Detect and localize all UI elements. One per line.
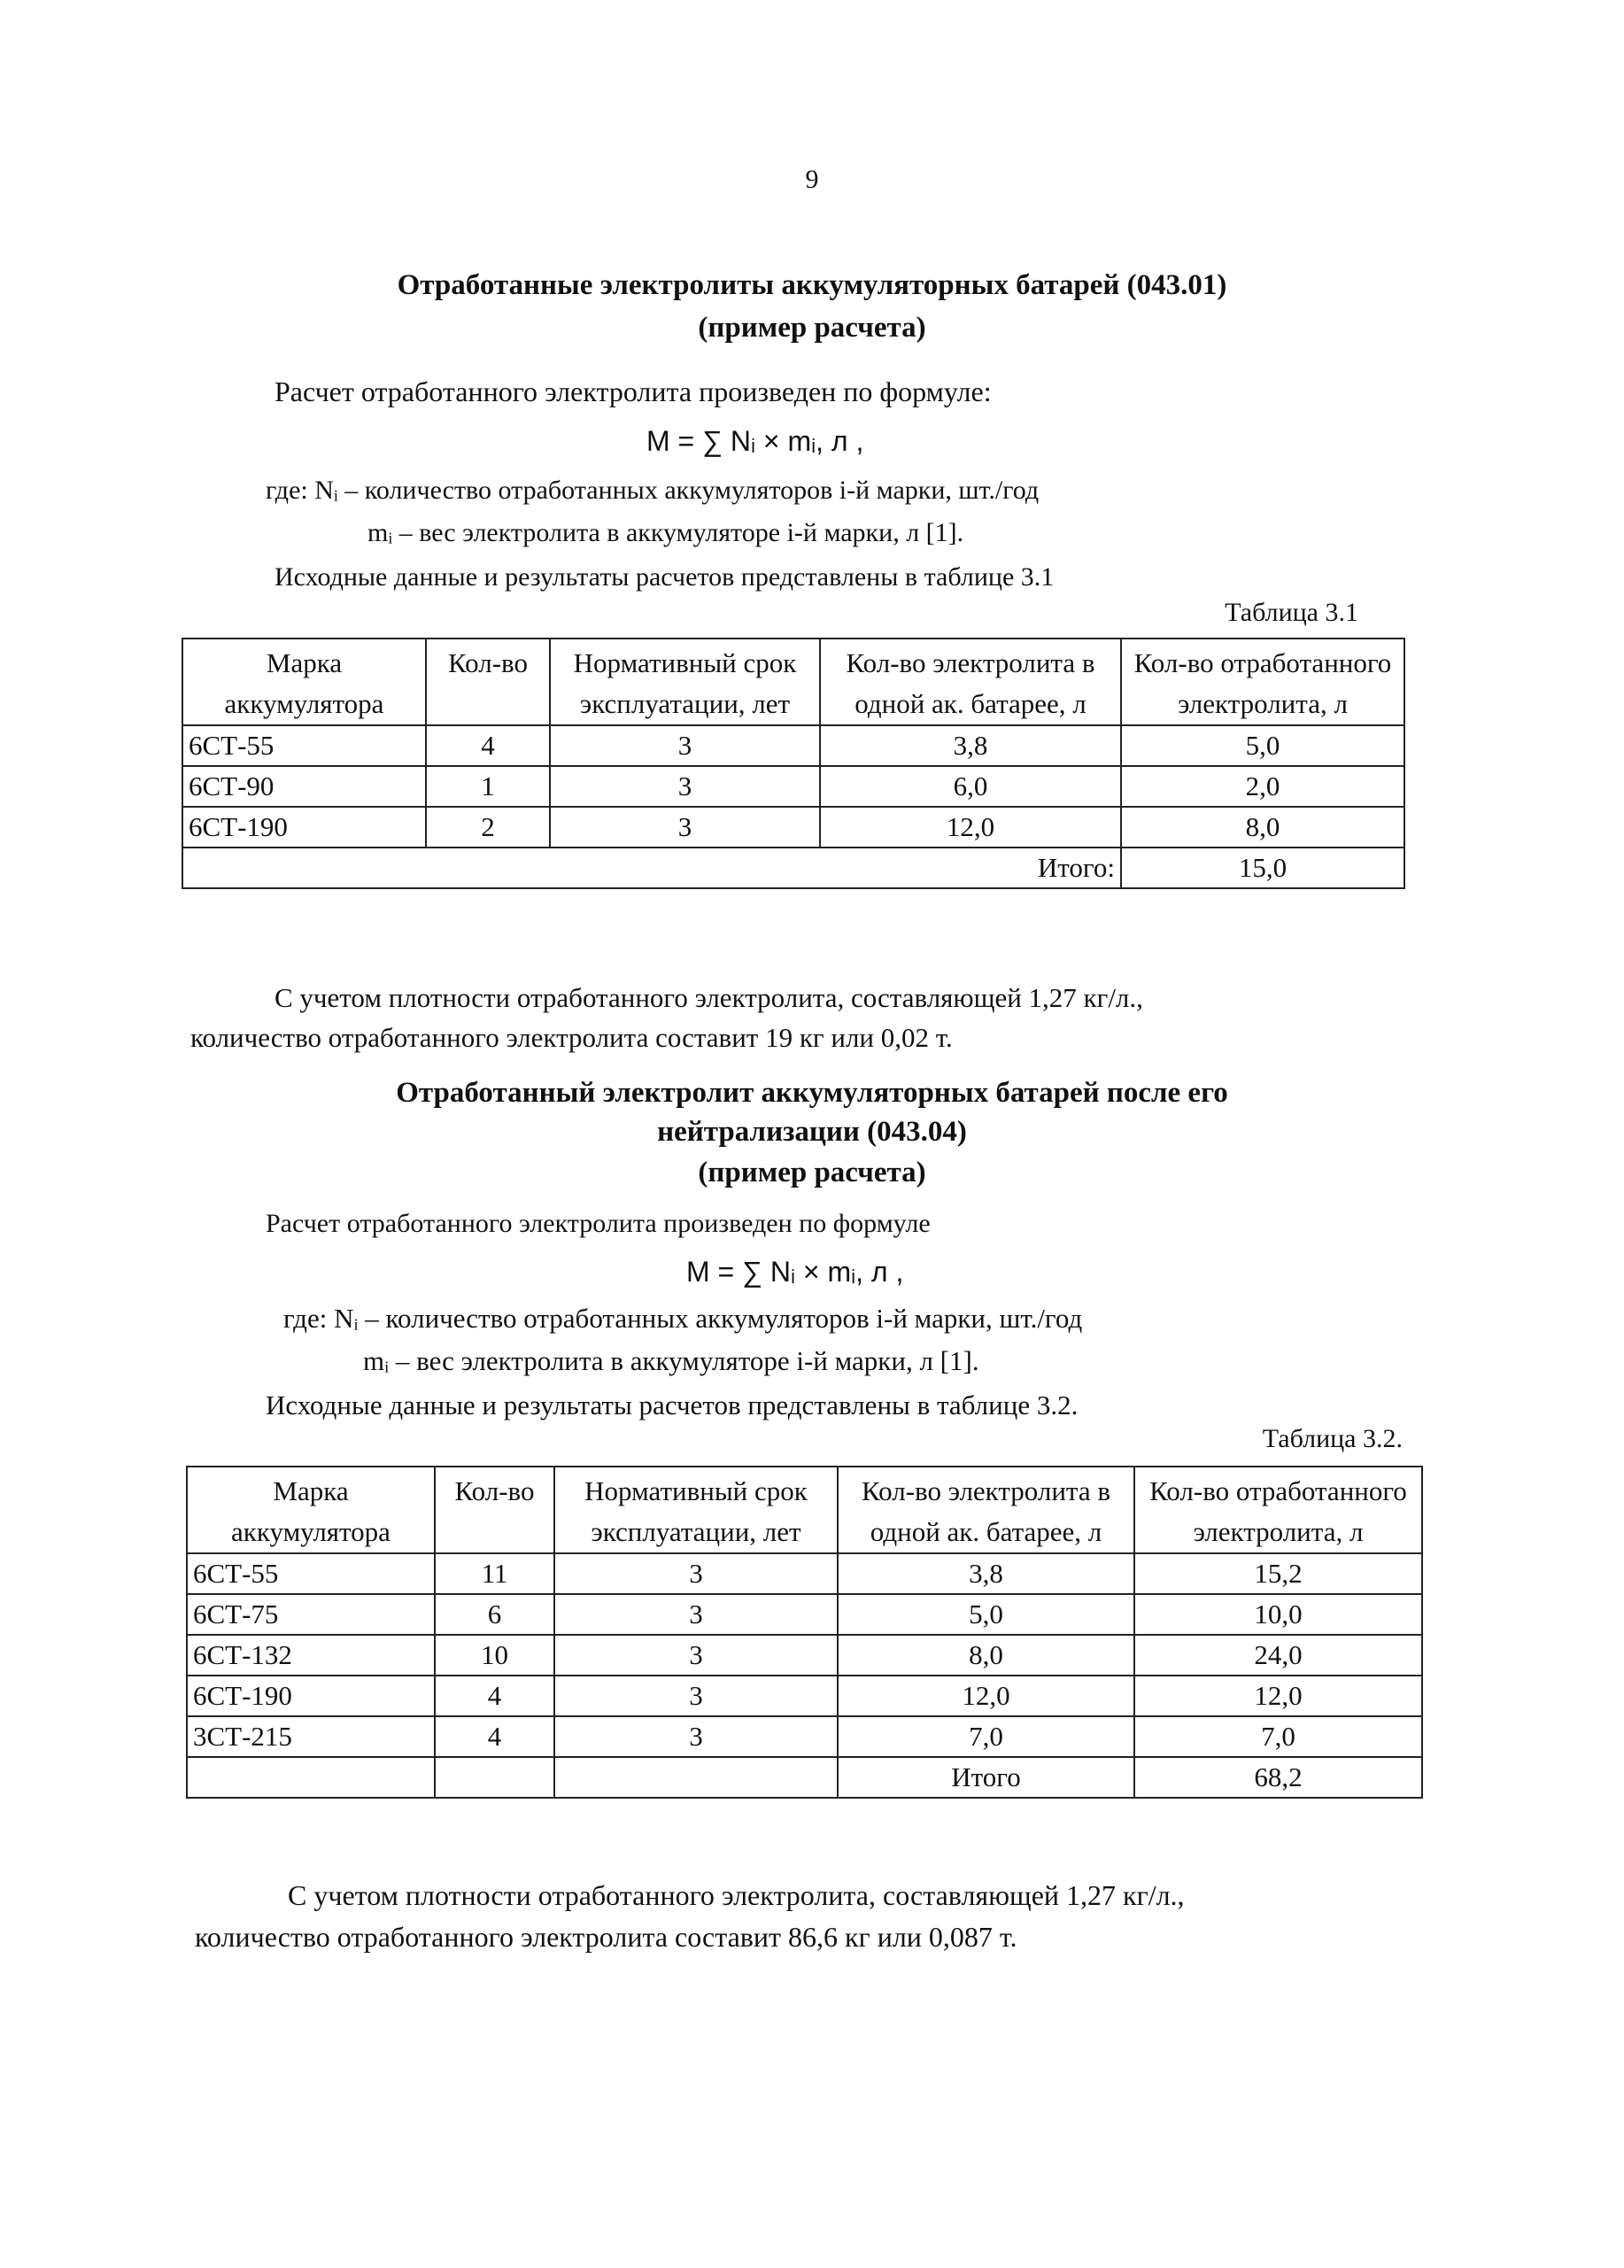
table2-cell-count: 4 [435, 1676, 554, 1716]
section2-where-m: mᵢ – вес электролита в аккумуляторе i-й марки, л [1]. [363, 1345, 979, 1376]
table1-header-spent-electrolyte: Кол-во отработанного электролита, л [1121, 639, 1404, 725]
table1-cell-brand: 6СТ-55 [182, 725, 426, 766]
section2-formula: M = ∑ Nᵢ × mᵢ, л , [686, 1256, 904, 1288]
table2-cell-term: 3 [554, 1635, 838, 1676]
table1-cell-term: 3 [550, 807, 820, 848]
table1-cell-brand: 6СТ-90 [182, 766, 426, 807]
table2-cell-count: 11 [435, 1553, 554, 1594]
table1-cell-term: 3 [550, 725, 820, 766]
table2-total-empty-cell [187, 1757, 435, 1798]
section2-data-ref: Исходные данные и результаты расчетов представлены в таблице 3.2. [266, 1389, 1079, 1420]
table-row [182, 807, 1404, 848]
table2-cell-spent: 15,2 [1134, 1553, 1422, 1594]
table2-cell-spent: 10,0 [1134, 1594, 1422, 1635]
section2-title-line3: (пример расчета) [698, 1157, 926, 1188]
section2-result-line1: С учетом плотности отработанного электролита, составляющей 1,27 кг/л., [288, 1879, 1185, 1911]
table1-cell-per-battery: 6,0 [820, 766, 1121, 807]
table2-cell-term: 3 [554, 1553, 838, 1594]
table2-header-count: Кол-во [435, 1467, 554, 1553]
table2-cell-brand: 6СТ-132 [187, 1635, 435, 1676]
table2-cell-per-battery: 3,8 [838, 1553, 1134, 1594]
table2-cell-spent: 24,0 [1134, 1635, 1422, 1676]
section2-where-n: где: Nᵢ – количество отработанных аккумуляторов i-й марки, шт./год [283, 1303, 1083, 1334]
table1-cell-brand: 6СТ-190 [182, 807, 426, 848]
table2-cell-count: 10 [435, 1635, 554, 1676]
table1-cell-spent: 2,0 [1121, 766, 1404, 807]
section1-result-line2: количество отработанного электролита составит 19 кг или 0,02 т. [190, 1022, 953, 1053]
table2-cell-term: 3 [554, 1594, 838, 1635]
table2-cell-per-battery: 5,0 [838, 1594, 1134, 1635]
table1-total-value: 15,0 [1121, 848, 1404, 888]
table1-cell-count: 2 [426, 807, 550, 848]
section1-title-line2: (пример расчета) [698, 312, 926, 344]
table2-header-brand: Марка аккумулятора [187, 1467, 435, 1553]
table2-header-row [187, 1467, 1422, 1553]
table2-total-row [187, 1757, 1422, 1798]
section1-where-n: где: Nᵢ – количество отработанных аккумуляторов i-й марки, шт./год [266, 476, 1040, 505]
table2-caption: Таблица 3.2. [1262, 1424, 1403, 1453]
table1-total-row [182, 848, 1404, 888]
table1-header-electrolyte-per-battery: Кол-во электролита в одной ак. батарее, л [820, 639, 1121, 725]
table2-cell-spent: 7,0 [1134, 1716, 1422, 1757]
table2-header-electrolyte-per-battery: Кол-во электролита в одной ак. батарее, л [838, 1467, 1134, 1553]
table2-cell-brand: 3СТ-215 [187, 1716, 435, 1757]
table-row [187, 1676, 1422, 1716]
table2-header-term: Нормативный срок эксплуатации, лет [554, 1467, 838, 1553]
table1-cell-count: 1 [426, 766, 550, 807]
table-3-2 [186, 1466, 1423, 1799]
table1-header-row [182, 639, 1404, 725]
section1-data-ref: Исходные данные и результаты расчетов представлены в таблице 3.1 [275, 562, 1055, 592]
table-row [182, 766, 1404, 807]
table1-header-brand: Марка аккумулятора [182, 639, 426, 725]
table-row [187, 1716, 1422, 1757]
table2-total-empty-cell [435, 1757, 554, 1798]
table2-cell-count: 4 [435, 1716, 554, 1757]
table2-cell-spent: 12,0 [1134, 1676, 1422, 1716]
table1-cell-per-battery: 3,8 [820, 725, 1121, 766]
section1-where-m: mᵢ – вес электролита в аккумуляторе i-й марки, л [1]. [367, 518, 964, 547]
table2-cell-brand: 6СТ-55 [187, 1553, 435, 1594]
section1-intro: Расчет отработанного электролита произведен по формуле: [275, 375, 992, 407]
section2-title-line2: нейтрализации (043.04) [657, 1116, 967, 1148]
table1-header-term: Нормативный срок эксплуатации, лет [550, 639, 820, 725]
table-3-1 [182, 638, 1405, 889]
table2-cell-brand: 6СТ-190 [187, 1676, 435, 1716]
table1-cell-count: 4 [426, 725, 550, 766]
page-number: 9 [805, 165, 819, 194]
table-row [187, 1594, 1422, 1635]
table2-cell-per-battery: 8,0 [838, 1635, 1134, 1676]
table1-header-count: Кол-во [426, 639, 550, 725]
section1-title-line1: Отработанные электролиты аккумуляторных батарей (043.01) [397, 269, 1227, 301]
table2-total-value: 68,2 [1134, 1757, 1422, 1798]
table1-cell-spent: 5,0 [1121, 725, 1404, 766]
table2-cell-count: 6 [435, 1594, 554, 1635]
table2-cell-per-battery: 7,0 [838, 1716, 1134, 1757]
section2-intro: Расчет отработанного электролита произведен по формуле [266, 1209, 931, 1238]
section1-formula: M = ∑ Nᵢ × mᵢ, л , [646, 425, 864, 457]
table2-total-label: Итого [838, 1757, 1134, 1798]
table1-total-label: Итого: [182, 848, 1121, 888]
section2-title-line1: Отработанный электролит аккумуляторных батарей после его [396, 1077, 1228, 1109]
table1-cell-per-battery: 12,0 [820, 807, 1121, 848]
table-row [182, 725, 1404, 766]
table1-caption: Таблица 3.1 [1225, 598, 1358, 627]
table2-cell-term: 3 [554, 1676, 838, 1716]
table2-header-spent-electrolyte: Кол-во отработанного электролита, л [1134, 1467, 1422, 1553]
table1-cell-spent: 8,0 [1121, 807, 1404, 848]
table-row [187, 1553, 1422, 1594]
section1-result-line1: С учетом плотности отработанного электролита, составляющей 1,27 кг/л., [275, 982, 1143, 1013]
table2-cell-brand: 6СТ-75 [187, 1594, 435, 1635]
section2-result-line2: количество отработанного электролита составит 86,6 кг или 0,087 т. [195, 1921, 1017, 1953]
table2-cell-term: 3 [554, 1716, 838, 1757]
table2-total-empty-cell [554, 1757, 838, 1798]
table2-cell-per-battery: 12,0 [838, 1676, 1134, 1716]
table1-cell-term: 3 [550, 766, 820, 807]
table-row [187, 1635, 1422, 1676]
